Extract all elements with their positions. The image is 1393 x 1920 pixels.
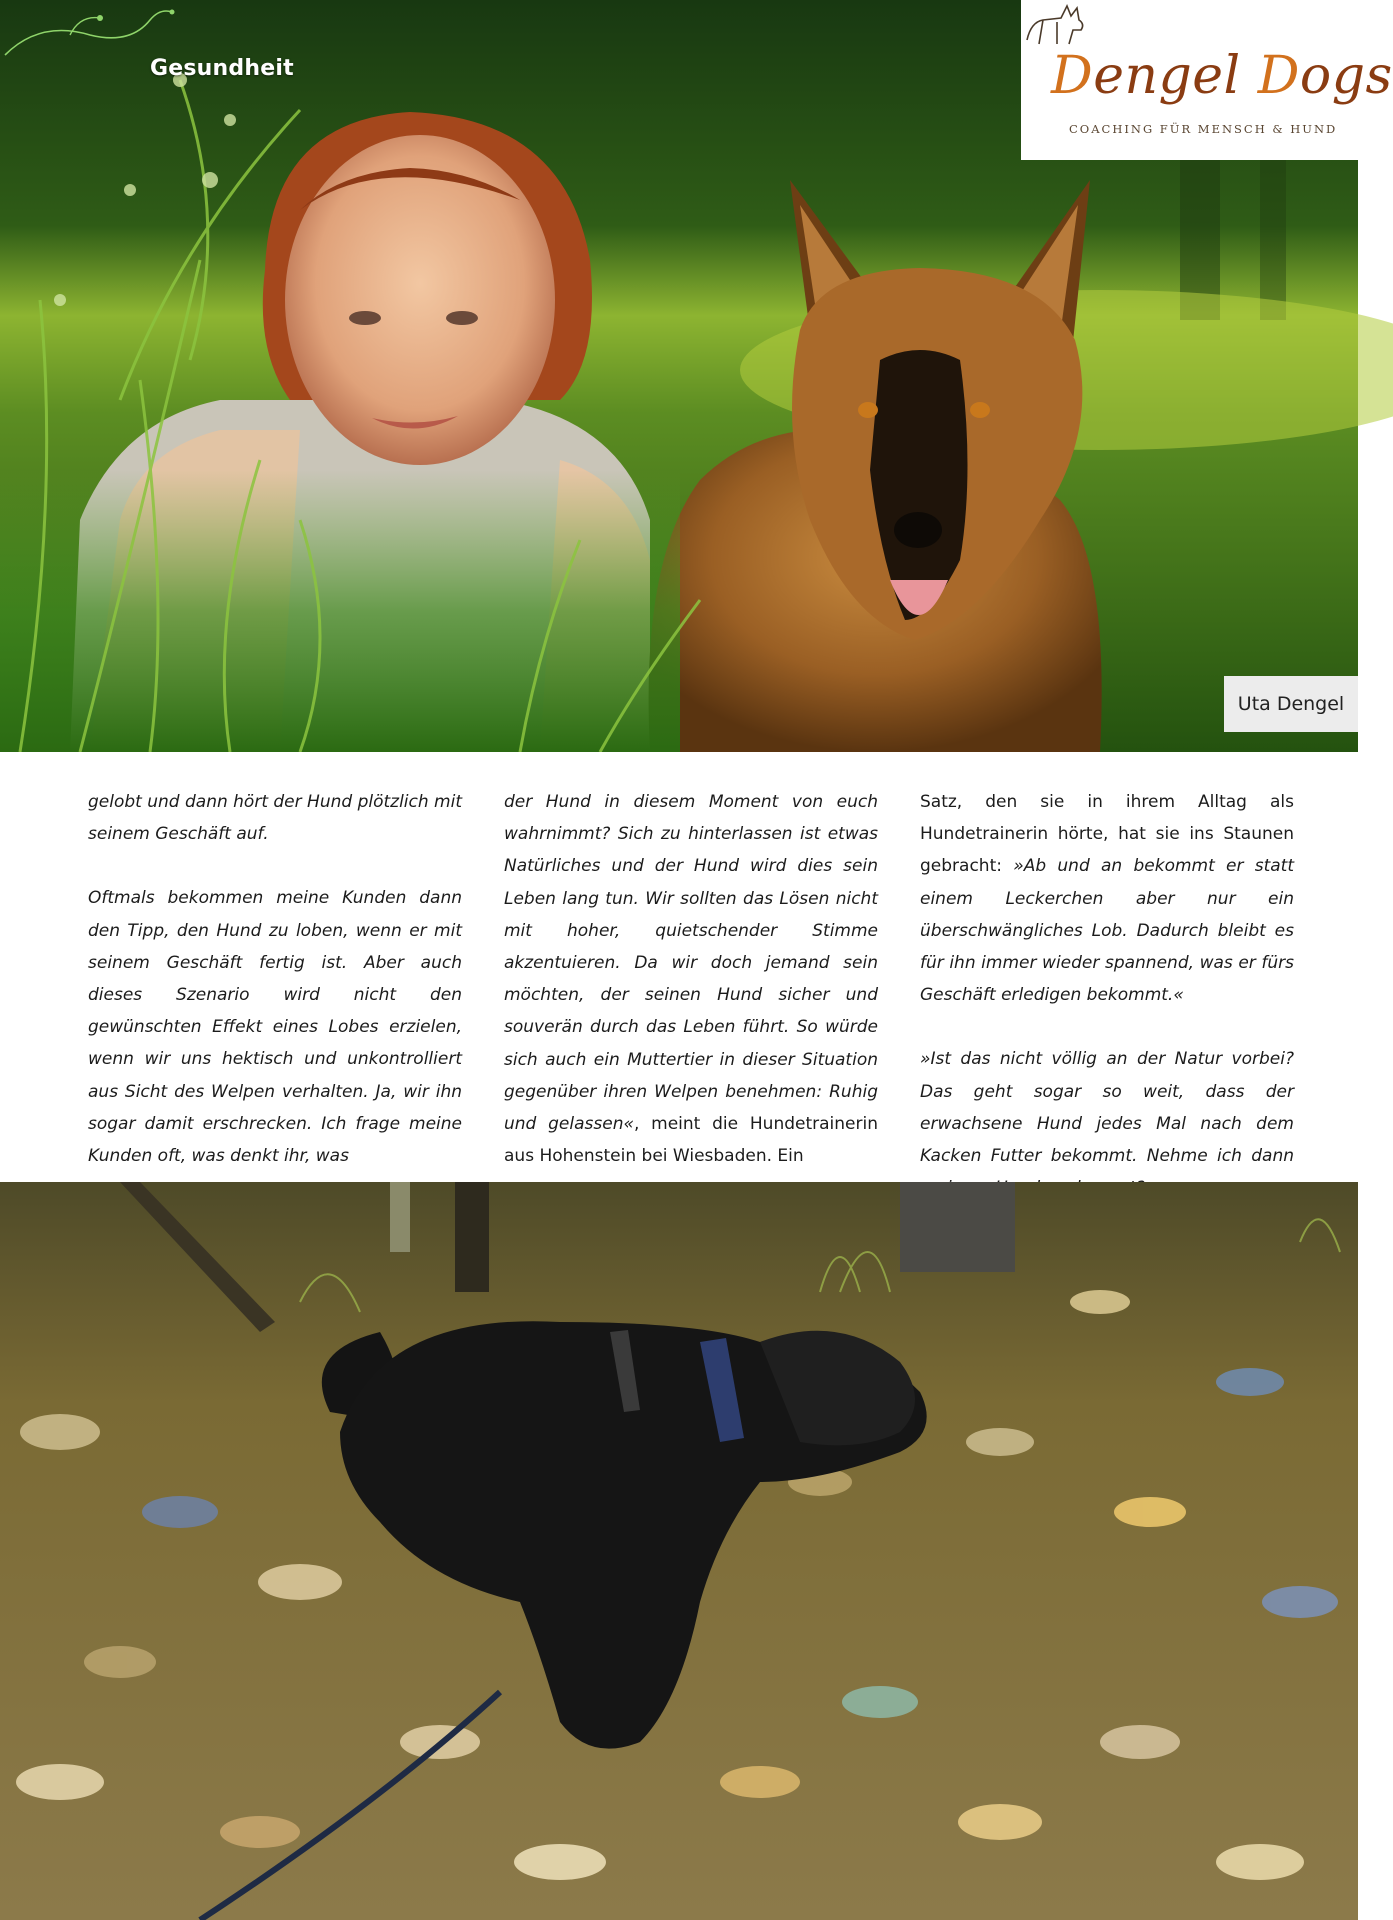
bottom-photo — [0, 1182, 1358, 1920]
paragraph: gelobt und dann hört der Hund plötzlich mit seinem Geschäft auf. — [88, 792, 462, 845]
paragraph — [504, 786, 878, 1172]
logo-tagline: COACHING FÜR MENSCH & HUND — [1069, 122, 1338, 136]
paragraph: »Ist das nicht völlig an der Natur vorbei? Das geht sogar so weit, dass der erwachsene Hund jedes Mal nach dem Kacken Futter bekommt. Nehme ich dann — [920, 1049, 1294, 1167]
text-column-3 — [920, 786, 1294, 1204]
text-column-2 — [504, 786, 878, 1172]
text-column-1 — [88, 786, 462, 1172]
paragraph: Oftmals bekommen meine Kunden dann den Tipp, den Hund zu loben, wenn er mit seinem Geschäft fertig ist. Aber auch dieses Szenario wird nicht den gewünschten Effekt eines Lobes erzielen, wenn wir uns hektisch und unkontrolliert aus Sicht des Welpen verhalten. Ja, wir ihn sogar damit erschrecken. Ich frage meine Kunden oft, was denkt ihr, was — [88, 888, 462, 1167]
brand-logo — [1021, 0, 1393, 160]
logo-wordmark: Dengel Dogs — [1051, 46, 1393, 106]
section-label: Gesundheit — [150, 56, 294, 81]
attribution-text: , meint die Hundetrainerin aus Hohenstein bei Wiesbaden. Ein — [504, 1114, 878, 1167]
paragraph — [920, 786, 1294, 1011]
dog-silhouette-icon — [1021, 0, 1087, 50]
article-columns — [0, 752, 1358, 1182]
top-photo — [0, 0, 1393, 752]
photo-caption: Uta Dengel — [1224, 676, 1358, 732]
quote-text: der Hund in diesem Moment von euch wahrnimmt? Sich zu hinterlassen ist etwas Natürliches und der Hund wird dies sein Leben lang tun. Wir sollten das Lösen nicht mit hoher, quietschender Stimme akzentuieren. Da wir doch jemand sein möchten, der seinen Hund sicher und souverän durch das Leben führt. So würde sich auch ein Muttertier in dieser Situation gegenüber ihren Welpen benehmen: Ruhig und gelassen« — [504, 792, 878, 1135]
lead-text: Satz, den sie in ihrem Alltag als Hundetrainerin hörte, hat sie ins Staunen gebracht: — [920, 792, 1294, 877]
quote-text: »Ab und an bekommt er statt einem Leckerchen aber nur ein überschwängliches Lob. Dadurch bleibt es für ihn immer wieder spannend, was er fürs Geschäft erledigen bekommt.« — [920, 856, 1294, 1006]
black-dog-on-leaves-photo — [0, 1182, 1358, 1920]
